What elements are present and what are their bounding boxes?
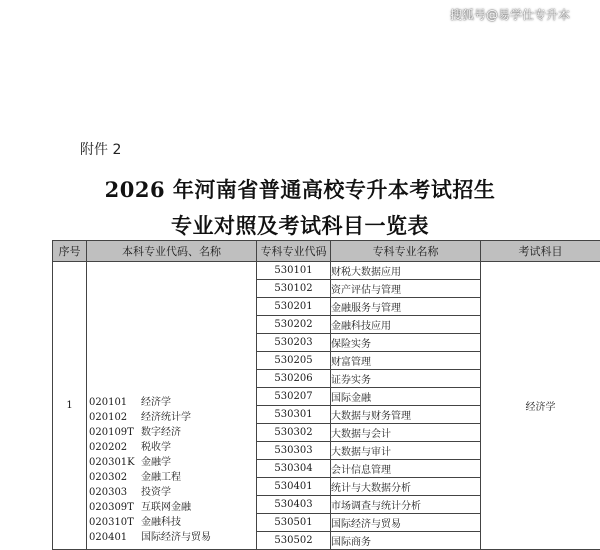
- zk-major-code: 530205: [257, 352, 331, 370]
- bk-major-name: 金融学: [141, 455, 171, 470]
- bk-major-name: 税收学: [141, 440, 171, 455]
- document-title: 2026 年河南省普通高校专升本考试招生: [0, 174, 600, 204]
- zk-major-name: 保险实务: [331, 334, 481, 352]
- document-subtitle: 专业对照及考试科目一览表: [0, 210, 600, 240]
- bk-major-item: [89, 425, 256, 440]
- bk-major-code: 020310T: [89, 515, 137, 530]
- zk-major-name: 大数据与会计: [331, 424, 481, 442]
- bk-major-code: 020401: [89, 530, 137, 545]
- zk-major-name: 证券实务: [331, 370, 481, 388]
- bk-major-name: 金融工程: [141, 470, 181, 485]
- header-zk-code: 专科专业代码: [257, 241, 331, 262]
- zk-major-name: 会计信息管理: [331, 460, 481, 478]
- exam-subject-cell: 经济学: [481, 262, 600, 550]
- zk-major-name: 市场调查与统计分析: [331, 496, 481, 514]
- zk-major-name: 财税大数据应用: [331, 262, 481, 280]
- bk-major-code: 020303: [89, 485, 137, 500]
- watermark: 搜狐号@易学仕专升本: [450, 6, 570, 23]
- zk-major-name: 国际经济与贸易: [331, 514, 481, 532]
- bk-major-code: 020102: [89, 410, 137, 425]
- bk-major-code: 020301K: [89, 455, 137, 470]
- bk-major-name: 投资学: [141, 485, 171, 500]
- bk-major-name: 互联网金融: [141, 500, 191, 515]
- bk-major-item: [89, 485, 256, 500]
- bk-major-code: 020302: [89, 470, 137, 485]
- zk-major-code: 530102: [257, 280, 331, 298]
- bk-major-code: 020101: [89, 395, 137, 410]
- zk-major-name: 国际金融: [331, 388, 481, 406]
- header-seq: 序号: [53, 241, 87, 262]
- zk-major-code: 530401: [257, 478, 331, 496]
- header-zk-name: 专科专业名称: [331, 241, 481, 262]
- zk-major-code: 530501: [257, 514, 331, 532]
- bk-major-name: 国际经济与贸易: [141, 530, 211, 545]
- header-subject: 考试科目: [481, 241, 600, 262]
- attachment-label: 附件 2: [80, 139, 121, 159]
- bk-major-item: [89, 455, 256, 470]
- zk-major-code: 530303: [257, 442, 331, 460]
- bk-major-name: 经济学: [141, 395, 171, 410]
- zk-major-code: 530302: [257, 424, 331, 442]
- seq-cell: 1: [53, 262, 87, 550]
- zk-major-code: 530301: [257, 406, 331, 424]
- zk-major-name: 大数据与审计: [331, 442, 481, 460]
- zk-major-name: 财富管理: [331, 352, 481, 370]
- zk-major-code: 530202: [257, 316, 331, 334]
- bk-major-name: 经济统计学: [141, 410, 191, 425]
- table-row: [53, 262, 600, 280]
- header-bk-major: 本科专业代码、名称: [87, 241, 257, 262]
- zk-major-name: 国际商务: [331, 532, 481, 550]
- zk-major-name: 统计与大数据分析: [331, 478, 481, 496]
- bk-major-code: 020109T: [89, 425, 137, 440]
- bk-major-code: 020202: [89, 440, 137, 455]
- zk-major-code: 530203: [257, 334, 331, 352]
- bk-major-item: [89, 500, 256, 515]
- bk-major-code: 020309T: [89, 500, 137, 515]
- zk-major-name: 金融科技应用: [331, 316, 481, 334]
- bk-major-item: [89, 515, 256, 530]
- bk-major-name: 数字经济: [141, 425, 181, 440]
- bk-major-cell: [87, 262, 257, 550]
- zk-major-code: 530304: [257, 460, 331, 478]
- zk-major-code: 530502: [257, 532, 331, 550]
- zk-major-name: 金融服务与管理: [331, 298, 481, 316]
- table-body: [53, 262, 600, 550]
- bk-major-item: [89, 470, 256, 485]
- bk-major-item: [89, 410, 256, 425]
- major-table: [52, 240, 600, 550]
- zk-major-code: 530403: [257, 496, 331, 514]
- zk-major-name: 资产评估与管理: [331, 280, 481, 298]
- bk-major-name: 金融科技: [141, 515, 181, 530]
- bk-major-item: [89, 440, 256, 455]
- zk-major-name: 大数据与财务管理: [331, 406, 481, 424]
- zk-major-code: 530206: [257, 370, 331, 388]
- bk-major-item: [89, 395, 256, 410]
- bk-major-item: [89, 530, 256, 545]
- zk-major-code: 530101: [257, 262, 331, 280]
- table-header-row: [53, 241, 600, 262]
- zk-major-code: 530201: [257, 298, 331, 316]
- zk-major-code: 530207: [257, 388, 331, 406]
